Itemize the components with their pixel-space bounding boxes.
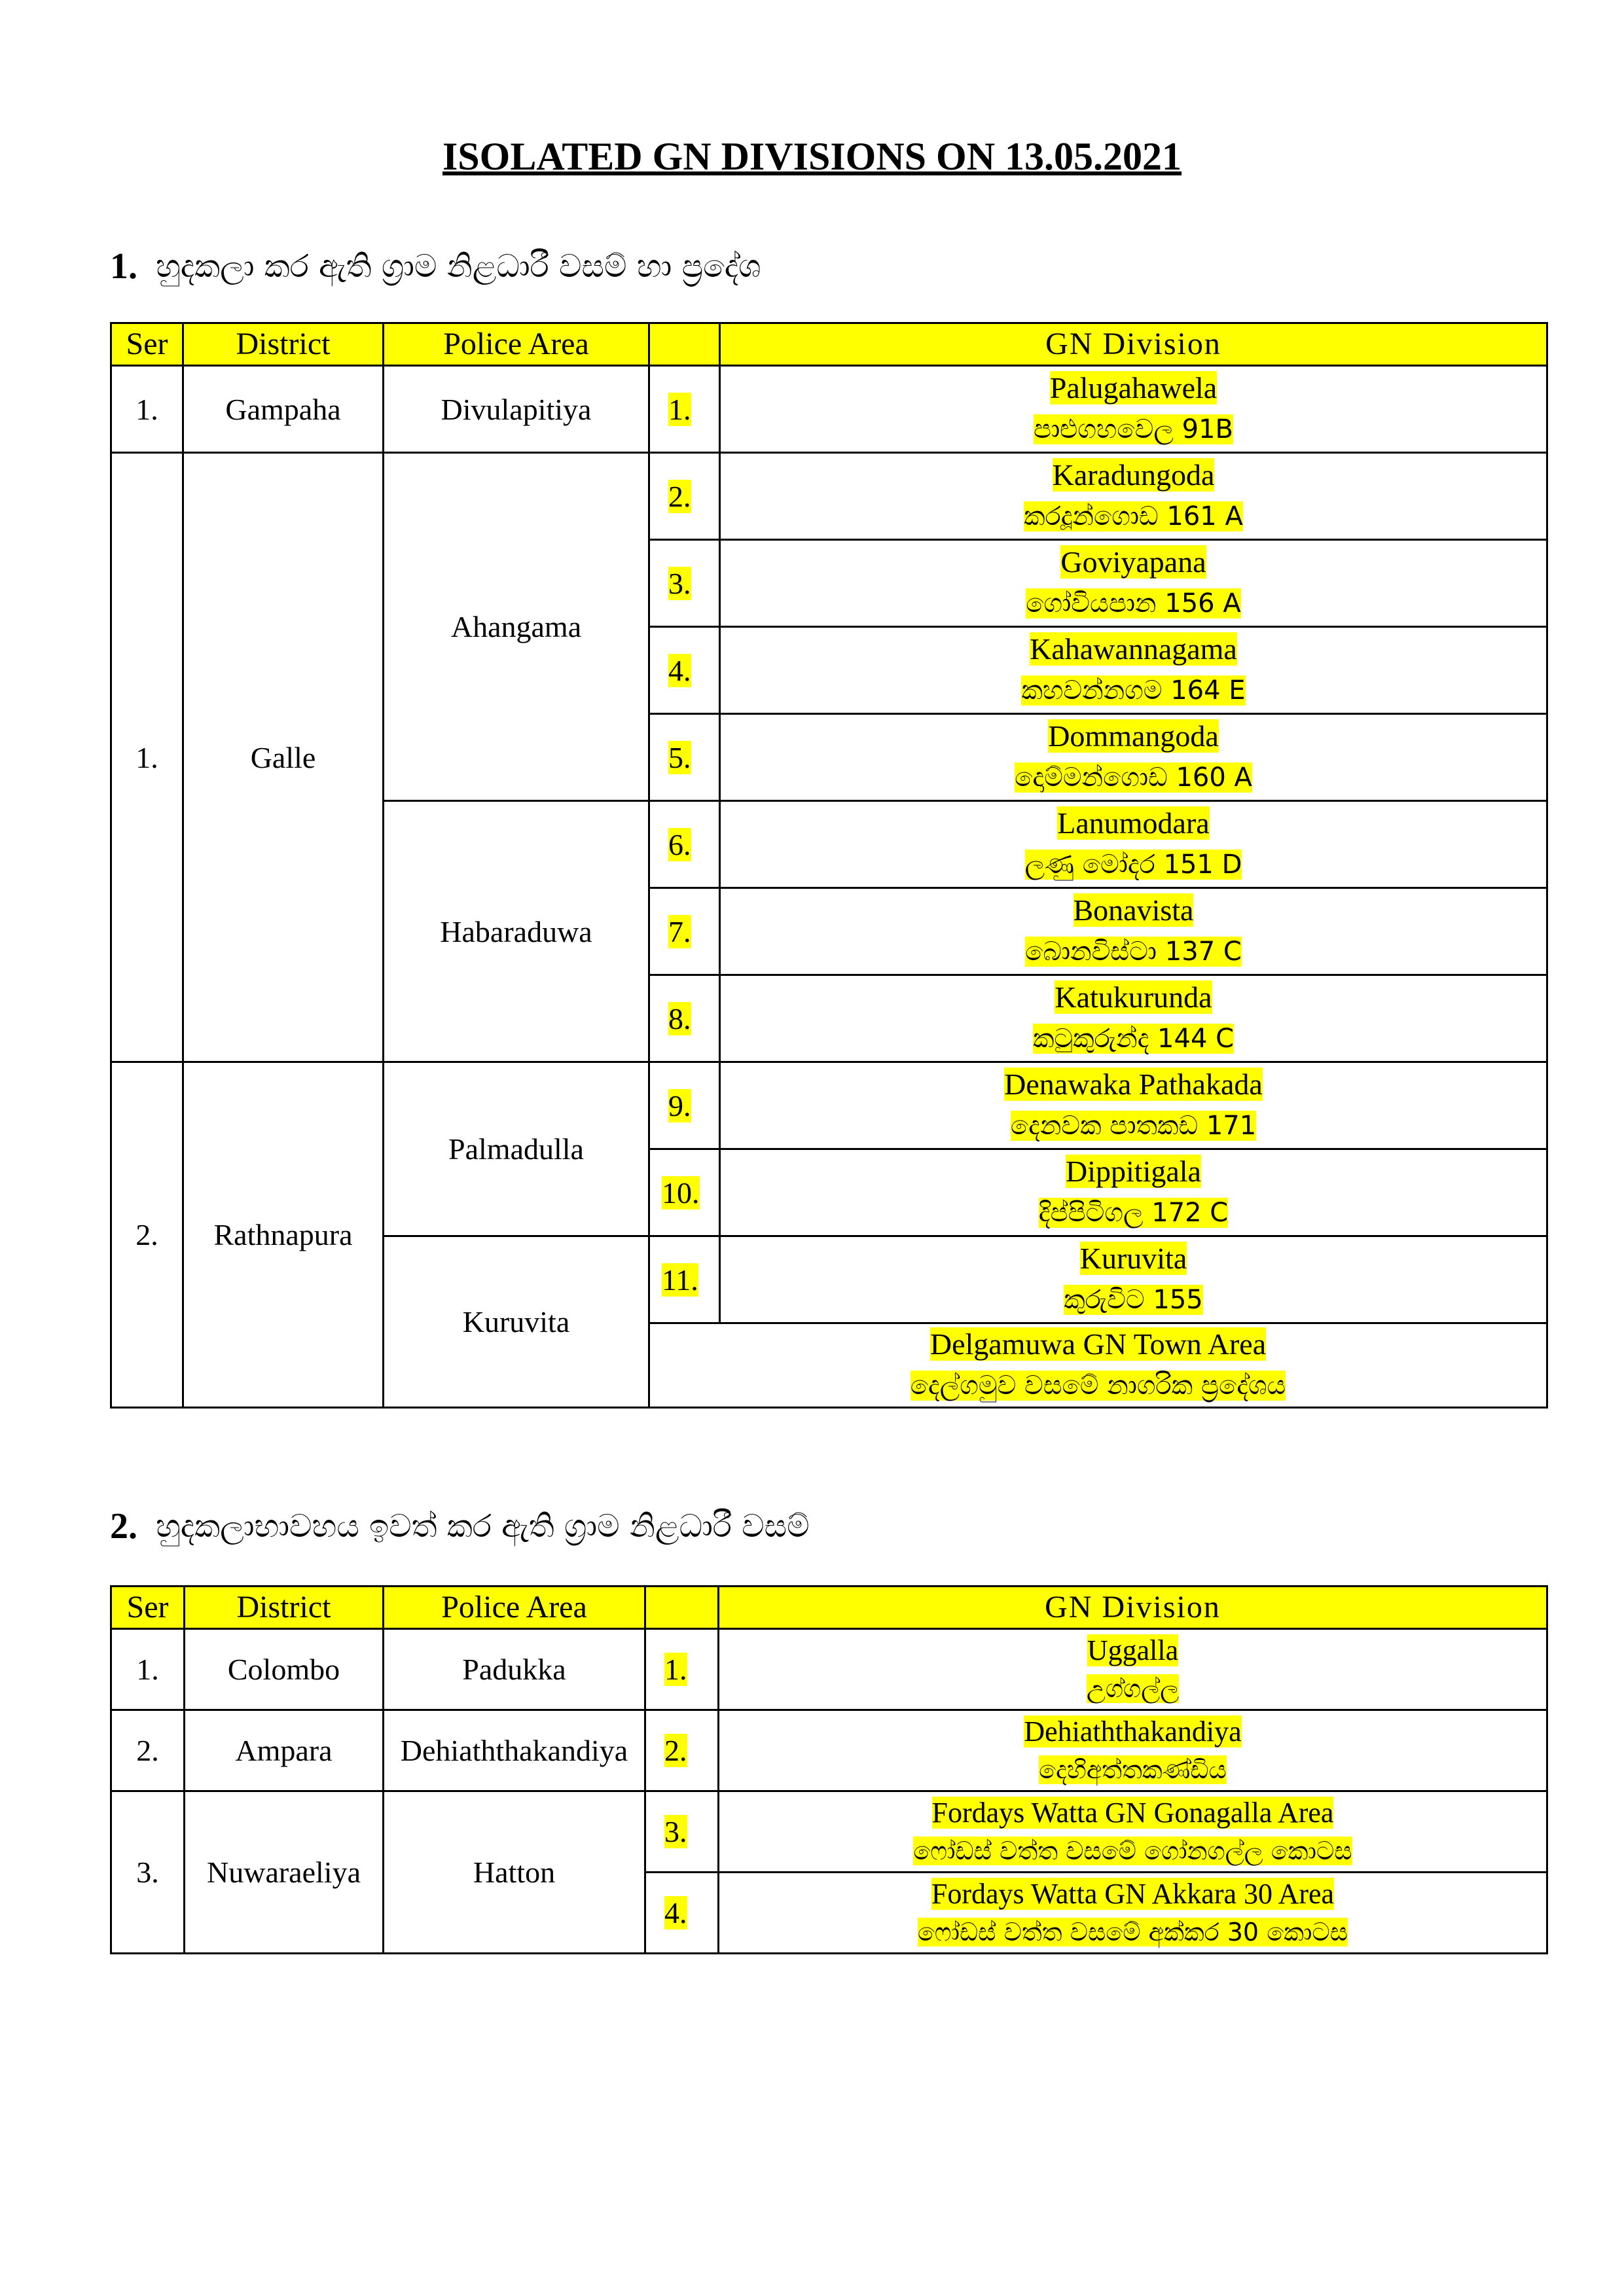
row-number: 11. — [662, 1263, 698, 1297]
gn-name-en: Katukurunda — [1055, 980, 1212, 1014]
number-cell — [649, 540, 720, 627]
row-number: 7. — [668, 914, 691, 948]
gn-name-en: Uggalla — [1087, 1634, 1179, 1666]
gn-name-si: බොනවිස්ටා 137 C — [1025, 937, 1242, 967]
table-row — [111, 366, 1547, 453]
gn-name-si: දෙනවක පාතකඩ 171 — [1010, 1111, 1257, 1141]
gn-name-si: උග්ගල්ල — [1086, 1674, 1180, 1703]
gn-name-si: ෆෝඩස් වත්ත වසමේ අක්කර 30 කොටස — [917, 1917, 1348, 1946]
row-number: 2. — [668, 479, 691, 513]
number-cell — [649, 366, 720, 453]
number-cell — [649, 453, 720, 540]
section-1-heading — [110, 245, 761, 287]
gn-name-en: Goviyapana — [1060, 545, 1206, 579]
header-gn-division: GN Division — [720, 323, 1547, 366]
ser-cell: 2. — [111, 1062, 183, 1408]
row-number: 4. — [668, 653, 691, 687]
gn-name-en: Palugahawela — [1049, 371, 1218, 404]
row-number: 6. — [668, 827, 691, 861]
row-number: 2. — [664, 1734, 687, 1767]
row-number: 1. — [668, 392, 691, 426]
gn-name-en: Denawaka Pathakada — [1004, 1067, 1263, 1101]
header-district: District — [183, 323, 384, 366]
gn-division-cell — [720, 366, 1547, 453]
town-area-si: දෙල්ගමුව වසමේ නාගරික ප්‍රදේශය — [910, 1371, 1286, 1401]
page-title: ISOLATED GN DIVISIONS ON 13.05.2021 — [442, 135, 1182, 178]
gn-division-cell — [720, 1149, 1547, 1236]
table-row — [111, 1062, 1547, 1149]
gn-division-cell — [720, 540, 1547, 627]
gn-division-cell — [719, 1873, 1547, 1954]
number-cell — [649, 1062, 720, 1149]
gn-name-si: කහවන්නගම 164 E — [1021, 675, 1246, 706]
section-2-number: 2. — [110, 1506, 137, 1547]
gn-division-cell — [720, 801, 1547, 888]
number-cell — [645, 1791, 719, 1873]
district-cell: Colombo — [185, 1629, 384, 1710]
gn-division-cell — [719, 1629, 1547, 1710]
gn-name-en: Bonavista — [1073, 893, 1194, 927]
number-cell — [649, 714, 720, 801]
section-2-heading — [110, 1505, 810, 1547]
police-area-cell: Kuruvita — [384, 1236, 649, 1408]
table-row — [111, 453, 1547, 540]
gn-name-en: Dippitigala — [1066, 1155, 1201, 1188]
row-number: 3. — [664, 1815, 687, 1848]
gn-name-en: Fordays Watta GN Gonagalla Area — [931, 1796, 1334, 1829]
gn-name-si: ගෝවියපාන 156 A — [1026, 588, 1241, 619]
isolated-gn-table — [110, 322, 1548, 1408]
district-cell: Nuwaraeliya — [185, 1791, 384, 1954]
header-ser: Ser — [111, 323, 183, 366]
number-cell — [649, 1149, 720, 1236]
police-area-cell: Dehiaththakandiya — [384, 1710, 645, 1791]
number-cell — [645, 1629, 719, 1710]
table-header-row — [111, 323, 1547, 366]
header-district: District — [185, 1587, 384, 1629]
gn-division-cell — [719, 1791, 1547, 1873]
gn-division-cell — [720, 714, 1547, 801]
number-cell — [645, 1873, 719, 1954]
header-police-area: Police Area — [384, 1587, 645, 1629]
district-cell: Ampara — [185, 1710, 384, 1791]
gn-name-si: කුරුවිට 155 — [1064, 1285, 1203, 1315]
police-area-cell: Palmadulla — [384, 1062, 649, 1236]
row-number: 10. — [662, 1175, 700, 1210]
gn-name-en: Kuruvita — [1079, 1242, 1187, 1275]
section-2-title: හුදකලාභාවහය ඉවත් කර ඇති ග්‍රාම නිළධාරී වසම් — [156, 1507, 810, 1545]
district-cell: Galle — [183, 453, 384, 1062]
row-number: 9. — [668, 1088, 691, 1122]
district-cell: Gampaha — [183, 366, 384, 453]
row-number: 1. — [664, 1653, 687, 1686]
table-header-row — [111, 1587, 1547, 1629]
gn-name-en: Dommangoda — [1048, 719, 1219, 753]
gn-name-en: Lanumodara — [1057, 806, 1210, 840]
number-cell — [649, 801, 720, 888]
number-cell — [649, 1236, 720, 1323]
section-1-title: හුදකලා කර ඇති ග්‍රාම නිළධාරී වසම් හා ප්‍රදේශ — [156, 247, 761, 285]
row-number: 3. — [668, 566, 691, 600]
header-police-area: Police Area — [384, 323, 649, 366]
district-cell: Rathnapura — [183, 1062, 384, 1408]
police-area-cell: Divulapitiya — [384, 366, 649, 453]
number-cell — [645, 1710, 719, 1791]
gn-name-si: කරදූන්ගොඩ 161 A — [1024, 501, 1243, 531]
gn-name-en: Karadungoda — [1052, 458, 1215, 492]
police-area-cell: Padukka — [384, 1629, 645, 1710]
gn-name-si: පාළුගහවෙල 91B — [1034, 414, 1233, 444]
row-number: 5. — [668, 740, 691, 774]
gn-name-si: ෆෝඩස් වත්ත වසමේ ගෝනගල්ල කොටස — [913, 1836, 1352, 1865]
town-area-en: Delgamuwa GN Town Area — [929, 1327, 1267, 1361]
gn-name-en: Dehiaththakandiya — [1024, 1715, 1242, 1748]
police-area-cell: Hatton — [384, 1791, 645, 1954]
gn-division-cell — [720, 453, 1547, 540]
header-ser: Ser — [111, 1587, 185, 1629]
table-row — [111, 1791, 1547, 1873]
released-gn-table — [110, 1585, 1548, 1954]
gn-division-cell — [720, 1236, 1547, 1323]
header-number — [649, 323, 720, 366]
ser-cell: 1. — [111, 1629, 185, 1710]
gn-division-cell — [720, 975, 1547, 1062]
number-cell — [649, 975, 720, 1062]
ser-cell: 2. — [111, 1710, 185, 1791]
gn-name-si: දෙහිඅත්තකණ්ඩිය — [1039, 1755, 1227, 1784]
gn-division-cell — [720, 888, 1547, 975]
header-number — [645, 1587, 719, 1629]
gn-division-cell — [649, 1323, 1547, 1408]
ser-cell: 3. — [111, 1791, 185, 1954]
gn-name-si: ලණු මෝදර 151 D — [1024, 850, 1242, 880]
gn-division-cell — [719, 1710, 1547, 1791]
ser-cell: 1. — [111, 453, 183, 1062]
table-row — [111, 1710, 1547, 1791]
gn-name-en: Fordays Watta GN Akkara 30 Area — [931, 1877, 1335, 1910]
row-number: 4. — [664, 1896, 687, 1929]
gn-name-si: දිප්පිටිගල 172 C — [1038, 1198, 1229, 1228]
number-cell — [649, 888, 720, 975]
section-1-number: 1. — [110, 246, 137, 287]
number-cell — [649, 627, 720, 714]
gn-name-en: Kahawannagama — [1030, 632, 1237, 666]
header-gn-division: GN Division — [719, 1587, 1547, 1629]
police-area-cell: Ahangama — [384, 453, 649, 801]
gn-division-cell — [720, 627, 1547, 714]
ser-cell: 1. — [111, 366, 183, 453]
gn-name-si: කටුකුරුන්ද 144 C — [1032, 1024, 1235, 1054]
table-row — [111, 1629, 1547, 1710]
police-area-cell: Habaraduwa — [384, 801, 649, 1062]
gn-division-cell — [720, 1062, 1547, 1149]
gn-name-si: දොම්මන්ගොඩ 160 A — [1015, 762, 1252, 793]
row-number: 8. — [668, 1001, 691, 1035]
